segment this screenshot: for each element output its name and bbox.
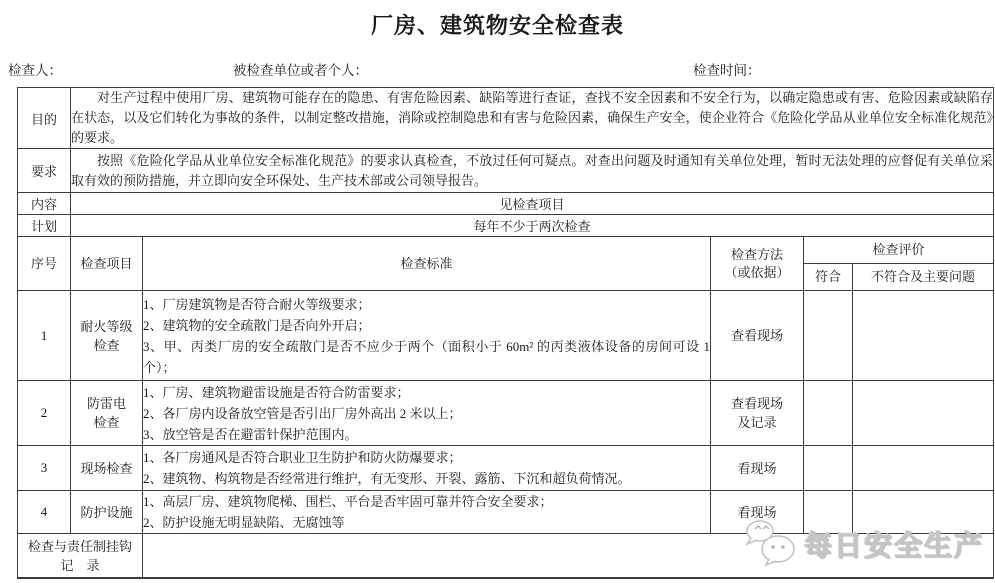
content-label: 内容 — [18, 193, 71, 215]
method-line: 及记录 — [737, 415, 777, 430]
content-row — [18, 193, 994, 215]
row-no: 4 — [18, 491, 71, 534]
standard-line: 2、各厂房内设备放空管是否引出厂房外高出 2 米以上； — [143, 405, 462, 421]
row-item-line: 耐火等级 — [80, 318, 133, 334]
row-standards — [143, 291, 711, 381]
method-line: 查看现场 — [730, 396, 783, 411]
row-method — [711, 491, 804, 534]
purpose-row — [18, 88, 994, 149]
row-fail-cell — [853, 446, 994, 491]
row-item-line: 防护设施 — [80, 504, 133, 520]
row-pass-cell — [804, 381, 853, 446]
plan-value: 每年不少于两次检查 — [71, 215, 994, 237]
standard-line: 1、厂房、建筑物避雷设施是否符合防雷要求； — [143, 384, 410, 400]
standard-line: 3、甲、丙类厂房的安全疏散门是否不应少于两个（面积小于 60m² 的丙类液体设备的房间可设 1 个）； — [143, 338, 710, 375]
inspector-label: 检查人： — [8, 63, 62, 78]
purpose-text: 对生产过程中使用厂房、建筑物可能存在的隐患、有害危险因素、缺陷等进行查证，查找不安全因素和不安全行为，以确定隐患或有害、危险因素或缺陷存在状态，以及它们转化为事故的条件，以制定整改措施，消除或控制隐患和有害与危险因素，确保生产安全，使企业符合《危险化学品从业单位安全标准化规范》的要求。 — [71, 90, 993, 145]
header-method — [711, 237, 804, 291]
inspection-table — [17, 87, 994, 579]
purpose-cell — [71, 88, 994, 149]
page-title: 厂房、建筑物安全检查表 — [370, 13, 624, 38]
row-fail-cell — [853, 491, 994, 534]
row-item-line: 检查 — [93, 337, 120, 353]
standard-line: 2、建筑物的安全疏散门是否向外开启； — [143, 317, 371, 333]
row-no: 3 — [18, 446, 71, 491]
plan-label: 计划 — [18, 215, 71, 237]
row-item-line: 防雷电 — [86, 396, 126, 411]
footer-label — [18, 534, 143, 578]
table-row — [18, 291, 994, 381]
row-method — [711, 291, 804, 381]
standard-line: 2、防护设施无明显缺陷、无腐蚀等 — [143, 515, 345, 530]
table-row — [18, 381, 994, 446]
row-fail-cell — [853, 381, 994, 446]
row-item-line: 检查 — [93, 415, 120, 430]
header-item: 检查项目 — [71, 237, 143, 291]
table-row — [18, 491, 994, 534]
row-fail-cell — [853, 291, 994, 381]
header-method-line1: 检查方法 — [730, 246, 783, 262]
requirement-row — [18, 149, 994, 193]
method-line: 查看现场 — [730, 328, 783, 343]
standard-line: 1、各厂房通风是否符合职业卫生防护和防火防爆要求； — [143, 450, 462, 465]
footer-label-line1: 检查与责任制挂钩 — [27, 539, 132, 555]
requirement-cell — [71, 149, 994, 193]
inspection-time-label: 检查时间： — [693, 63, 761, 78]
row-no: 1 — [18, 291, 71, 381]
standard-line: 3、放空管是否在避雷针保护范围内。 — [143, 426, 358, 442]
standard-line: 1、高层厂房、建筑物爬梯、围栏、平台是否牢固可靠并符合安全要求； — [143, 494, 553, 509]
info-row — [0, 59, 995, 79]
row-item — [71, 291, 143, 381]
footer-label-line2: 记 录 — [60, 558, 100, 574]
row-no: 2 — [18, 381, 71, 446]
footer-row — [18, 534, 994, 578]
header-evaluation: 检查评价 — [804, 237, 994, 264]
standard-line: 2、建筑物、构筑物是否经常进行维护，有无变形、开裂、露筋、下沉和超负荷情况。 — [143, 471, 631, 486]
method-line: 看现场 — [737, 504, 777, 520]
row-standards — [143, 381, 711, 446]
requirement-text: 按照《危险化学品从业单位安全标准化规范》的要求认真检查，不放过任何可疑点。对查出问题及时通知有关单位处理，暂时无法处理的应督促有关单位采取有效的预防措施，并立即向安全环保处、生产技术部或公司领导报告。 — [71, 152, 993, 188]
row-standards — [143, 446, 711, 491]
row-item — [71, 381, 143, 446]
row-item — [71, 446, 143, 491]
row-item-line: 现场检查 — [80, 460, 133, 476]
header-pass: 符合 — [804, 264, 853, 291]
inspected-unit-label: 被检查单位或者个人： — [233, 63, 368, 78]
table-row — [18, 446, 994, 491]
row-item — [71, 491, 143, 534]
purpose-label: 目的 — [18, 88, 71, 149]
standard-line: 1、厂房建筑物是否符合耐火等级要求； — [143, 296, 371, 312]
header-no: 序号 — [18, 237, 71, 291]
row-pass-cell — [804, 491, 853, 534]
row-pass-cell — [804, 446, 853, 491]
header-standard: 检查标准 — [143, 237, 711, 291]
footer-value-cell — [143, 534, 994, 578]
method-line: 看现场 — [737, 460, 777, 476]
row-standards — [143, 491, 711, 534]
watermark-text: 每日安全生产 — [804, 531, 985, 562]
requirement-label: 要求 — [18, 149, 71, 193]
plan-row — [18, 215, 994, 237]
row-method — [711, 446, 804, 491]
header-method-line2: （或依据） — [724, 264, 790, 280]
header-fail: 不符合及主要问题 — [853, 264, 994, 291]
row-method — [711, 381, 804, 446]
content-value: 见检查项目 — [71, 193, 994, 215]
table-header-row-1 — [18, 237, 994, 264]
row-pass-cell — [804, 291, 853, 381]
